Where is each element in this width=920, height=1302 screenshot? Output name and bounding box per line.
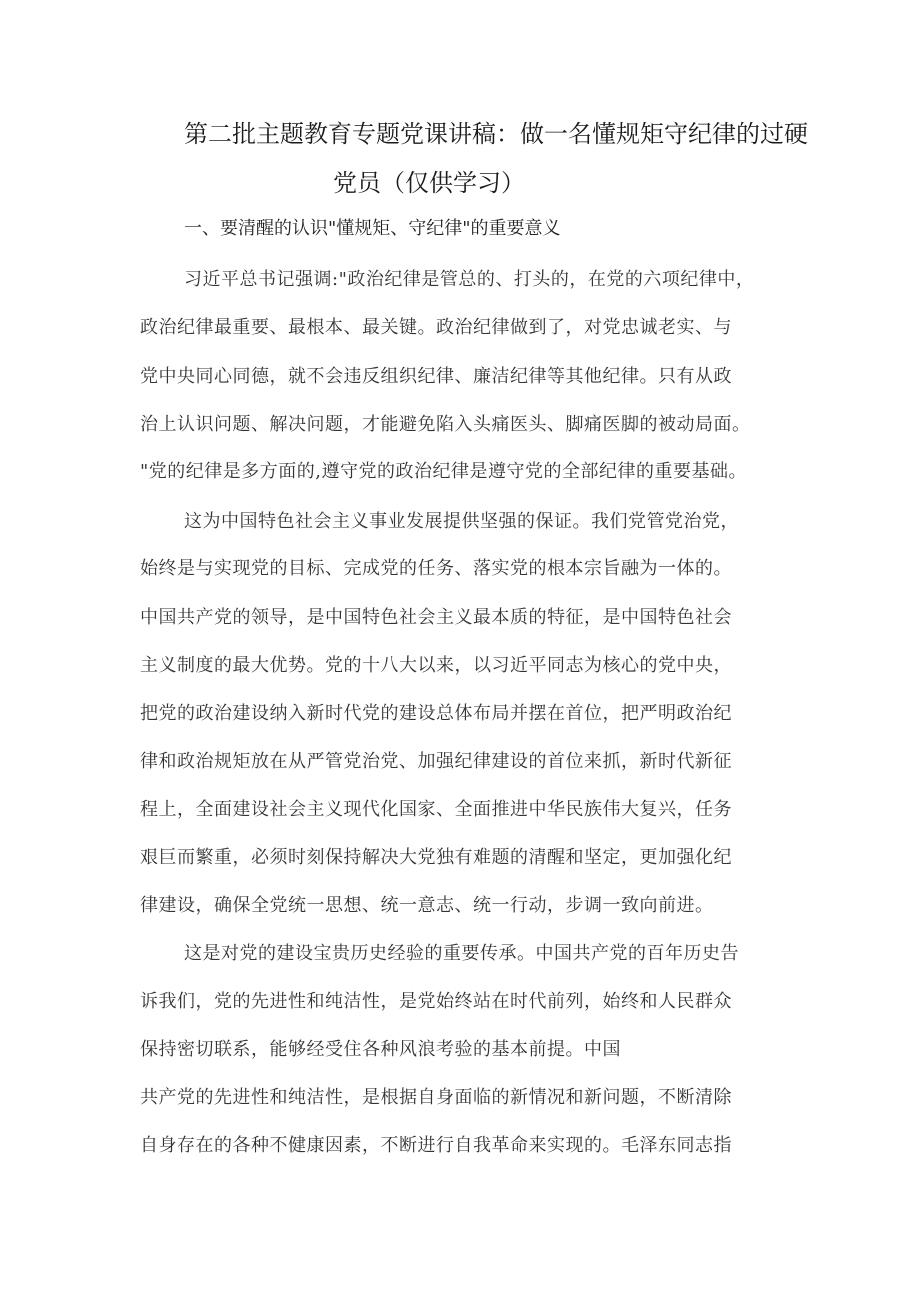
paragraph-line: "党的纪律是多方面的,遵守党的政治纪律是遵守党的全部纪律的重要基础。	[140, 461, 747, 482]
paragraph-line: 共产党的先进性和纯洁性，是根据自身面临的新情况和新问题，不断清除	[140, 1087, 732, 1108]
section-heading-1: 一、要清醒的认识"懂规矩、守纪律"的重要意义	[184, 218, 561, 239]
paragraph-line: 中国共产党的领导，是中国特色社会主义最本质的特征，是中国特色社会	[140, 607, 732, 628]
paragraph-line: 艰巨而繁重，必须时刻保持解决大党独有难题的清醒和坚定，更加强化纪	[140, 847, 732, 868]
paragraph-line: 始终是与实现党的目标、完成党的任务、落实党的根本宗旨融为一体的。	[140, 558, 732, 579]
document-title-line-2: 党员（仅供学习）	[333, 169, 525, 197]
paragraph-line: 自身存在的各种不健康因素，不断进行自我革命来实现的。毛泽东同志指	[140, 1135, 732, 1156]
document-title-line-1: 第二批主题教育专题党课讲稿：做一名懂规矩守纪律的过硬	[184, 120, 808, 148]
paragraph-line: 习近平总书记强调:"政治纪律是管总的、打头的，在党的六项纪律中，	[184, 269, 755, 290]
paragraph-line: 主义制度的最大优势。党的十八大以来，以习近平同志为核心的党中央，	[140, 655, 732, 676]
paragraph-line: 政治纪律最重要、最根本、最关键。政治纪律做到了，对党忠诚老实、与	[140, 317, 732, 338]
paragraph-line: 这为中国特色社会主义事业发展提供坚强的保证。我们党管党治党，	[184, 511, 739, 532]
paragraph-line: 把党的政治建设纳入新时代党的建设总体布局并摆在首位，把严明政治纪	[140, 703, 732, 724]
paragraph-line: 这是对党的建设宝贵历史经验的重要传承。中国共产党的百年历史告	[184, 943, 739, 964]
paragraph-line: 程上，全面建设社会主义现代化国家、全面推进中华民族伟大复兴，任务	[140, 799, 732, 820]
paragraph-line: 诉我们，党的先进性和纯洁性，是党始终站在时代前列，始终和人民群众	[140, 991, 732, 1012]
paragraph-line: 律和政治规矩放在从严管党治党、加强纪律建设的首位来抓，新时代新征	[140, 751, 732, 772]
paragraph-line: 保持密切联系，能够经受住各种风浪考验的基本前提。中国	[140, 1039, 621, 1060]
paragraph-line: 党中央同心同德，就不会违反组织纪律、廉洁纪律等其他纪律。只有从政	[140, 366, 732, 387]
paragraph-line: 律建设，确保全党统一思想、统一意志、统一行动，步调一致向前进。	[140, 895, 714, 916]
paragraph-line: 治上认识问题、解决问题，才能避免陷入头痛医头、脚痛医脚的被动局面。	[140, 414, 751, 435]
